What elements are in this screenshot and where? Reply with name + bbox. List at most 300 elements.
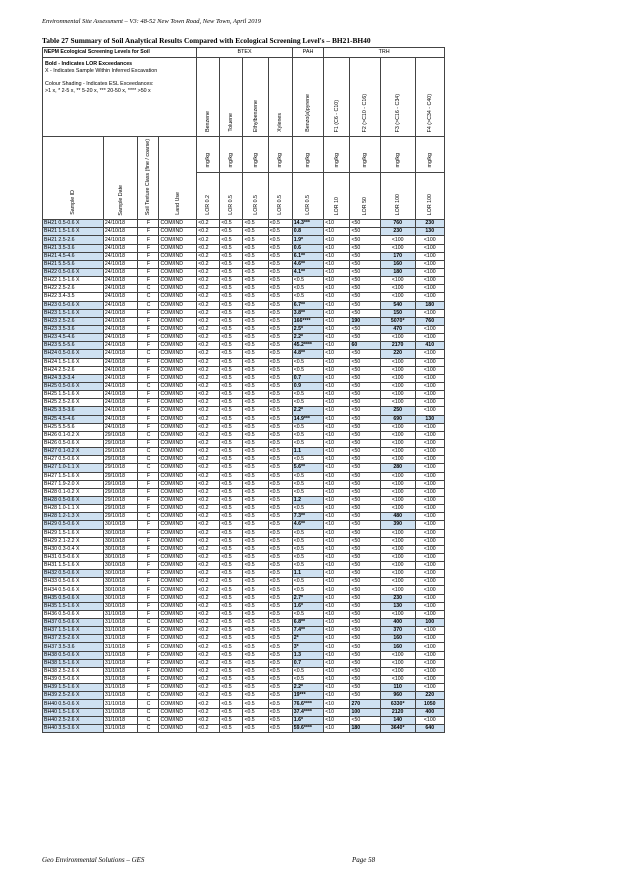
value-cell: <0.5	[268, 700, 292, 708]
sample-date-cell: 24/10/18	[103, 317, 138, 325]
value-cell: <50	[350, 521, 380, 529]
value-cell: 7.3**	[292, 513, 323, 521]
sample-date-cell: 31/10/18	[103, 659, 138, 667]
value-cell: <100	[415, 586, 445, 594]
sample-date-cell: 24/10/18	[103, 236, 138, 244]
value-cell: 400	[380, 619, 415, 627]
value-cell: <0.2	[197, 643, 220, 651]
soil-texture-cell: F	[138, 423, 159, 431]
table-row	[43, 439, 445, 447]
lor-cell: LOR 50	[350, 172, 380, 219]
sample-id-cell: BH31 0.5-0.6 X	[43, 553, 104, 561]
value-cell: <100	[380, 578, 415, 586]
value-cell: <100	[415, 684, 445, 692]
value-cell: 2.2*	[292, 334, 323, 342]
value-cell: <0.5	[268, 480, 292, 488]
value-cell: <100	[415, 545, 445, 553]
value-cell: <0.2	[197, 317, 220, 325]
value-cell: <10	[324, 553, 350, 561]
value-cell: <100	[380, 448, 415, 456]
value-cell: <100	[380, 431, 415, 439]
soil-texture-cell: F	[138, 220, 159, 228]
value-cell: <0.5	[220, 667, 243, 675]
value-cell: 2.5*	[292, 325, 323, 333]
value-cell: <10	[324, 423, 350, 431]
soil-texture-cell: F	[138, 244, 159, 252]
value-cell: <0.2	[197, 423, 220, 431]
land-use-cell: COM/IND	[159, 676, 197, 684]
value-cell: <0.5	[220, 269, 243, 277]
value-cell: <0.5	[268, 521, 292, 529]
value-cell: <0.5	[243, 667, 268, 675]
land-use-cell: COM/IND	[159, 643, 197, 651]
value-cell: <0.2	[197, 220, 220, 228]
value-cell: 230	[380, 594, 415, 602]
value-cell: <0.5	[220, 627, 243, 635]
value-cell: <10	[324, 325, 350, 333]
value-cell: 220	[380, 350, 415, 358]
value-cell: <100	[380, 610, 415, 618]
value-cell: 1.6*	[292, 602, 323, 610]
value-cell: <100	[415, 635, 445, 643]
value-cell: 230	[380, 228, 415, 236]
value-cell: <0.5	[220, 643, 243, 651]
value-cell: 3640*	[380, 724, 415, 732]
table-row	[43, 627, 445, 635]
value-cell: <0.5	[243, 439, 268, 447]
land-use-cell: COM/IND	[159, 700, 197, 708]
footer-page-number: Page 58	[352, 856, 376, 864]
value-cell: <0.5	[292, 439, 323, 447]
value-cell: 160	[380, 260, 415, 268]
value-cell: <100	[415, 325, 445, 333]
value-cell: <0.5	[243, 684, 268, 692]
soil-texture-cell: F	[138, 602, 159, 610]
value-cell: <50	[350, 472, 380, 480]
value-cell: <0.2	[197, 293, 220, 301]
value-cell: <0.2	[197, 562, 220, 570]
value-cell: <10	[324, 676, 350, 684]
value-cell: <100	[415, 521, 445, 529]
value-cell: <0.5	[268, 366, 292, 374]
value-cell: <0.5	[292, 553, 323, 561]
land-use-cell: COM/IND	[159, 325, 197, 333]
value-cell: 60	[350, 342, 380, 350]
analyte-header: F2 (>C10 - C16)	[350, 58, 380, 137]
value-cell: <0.5	[268, 244, 292, 252]
value-cell: <10	[324, 350, 350, 358]
sample-date-cell: 30/10/18	[103, 602, 138, 610]
value-cell: <0.5	[220, 684, 243, 692]
value-cell: 1050	[415, 700, 445, 708]
sample-date-cell: 24/10/18	[103, 285, 138, 293]
soil-texture-cell: F	[138, 480, 159, 488]
value-cell: 6.8**	[292, 619, 323, 627]
value-cell: <50	[350, 325, 380, 333]
soil-texture-cell: F	[138, 415, 159, 423]
value-cell: <0.5	[243, 619, 268, 627]
value-cell: <0.2	[197, 488, 220, 496]
sample-id-cell: BH28 0.5-0.6 X	[43, 496, 104, 504]
land-use-cell: COM/IND	[159, 366, 197, 374]
table-row	[43, 610, 445, 618]
value-cell: 3*	[292, 643, 323, 651]
value-cell: 3.8**	[292, 309, 323, 317]
land-use-cell: COM/IND	[159, 309, 197, 317]
value-cell: <10	[324, 439, 350, 447]
value-cell: <0.5	[243, 480, 268, 488]
value-cell: <0.5	[220, 610, 243, 618]
soil-texture-cell: C	[138, 456, 159, 464]
value-cell: <0.5	[292, 545, 323, 553]
value-cell: <0.5	[268, 643, 292, 651]
analyte-header: Benzene	[197, 58, 220, 137]
table-legend	[43, 58, 197, 137]
sample-id-cell: BH23 5.5-5.6	[43, 342, 104, 350]
value-cell: <0.5	[243, 586, 268, 594]
value-cell: <10	[324, 496, 350, 504]
value-cell: <0.5	[243, 659, 268, 667]
sample-id-cell: BH21 3.5-3.6	[43, 244, 104, 252]
sample-id-cell: BH32 0.5-0.6 X	[43, 570, 104, 578]
value-cell: <10	[324, 391, 350, 399]
sample-date-cell: 24/10/18	[103, 366, 138, 374]
value-cell: <0.2	[197, 602, 220, 610]
value-cell: <0.5	[243, 220, 268, 228]
value-cell: <100	[415, 553, 445, 561]
analyte-header: Xylenes	[268, 58, 292, 137]
soil-texture-cell: F	[138, 334, 159, 342]
land-use-cell: COM/IND	[159, 578, 197, 586]
sample-date-cell: 24/10/18	[103, 374, 138, 382]
value-cell: <0.2	[197, 244, 220, 252]
value-cell: <100	[415, 423, 445, 431]
value-cell: <0.5	[220, 602, 243, 610]
value-cell: <0.5	[268, 309, 292, 317]
sample-id-cell: BH35 0.5-0.6 X	[43, 594, 104, 602]
value-cell: <0.5	[220, 252, 243, 260]
value-cell: 37.4****	[292, 708, 323, 716]
value-cell: <10	[324, 374, 350, 382]
value-cell: <0.5	[243, 472, 268, 480]
value-cell: <0.5	[220, 431, 243, 439]
value-cell: <0.5	[243, 277, 268, 285]
land-use-cell: COM/IND	[159, 570, 197, 578]
soil-texture-cell: F	[138, 676, 159, 684]
table-row	[43, 301, 445, 309]
sample-date-cell: 31/10/18	[103, 627, 138, 635]
table-row	[43, 602, 445, 610]
value-cell: <0.5	[243, 236, 268, 244]
value-cell: <10	[324, 431, 350, 439]
value-cell: <10	[324, 293, 350, 301]
table-row	[43, 415, 445, 423]
sample-date-cell: 24/10/18	[103, 382, 138, 390]
sample-date-cell: 24/10/18	[103, 228, 138, 236]
sample-id-cell: BH37 2.5-2.6 X	[43, 635, 104, 643]
value-cell: <0.5	[243, 553, 268, 561]
sample-date-cell: 29/10/18	[103, 448, 138, 456]
table-row	[43, 456, 445, 464]
soil-texture-cell: F	[138, 439, 159, 447]
value-cell: <0.5	[220, 423, 243, 431]
soil-texture-cell: F	[138, 627, 159, 635]
table-row	[43, 325, 445, 333]
value-cell: 1.1	[292, 448, 323, 456]
value-cell: <0.5	[220, 480, 243, 488]
table-row	[43, 667, 445, 675]
value-cell: <50	[350, 407, 380, 415]
sample-id-cell: BH23 4.5-4.6	[43, 334, 104, 342]
value-cell: <0.5	[243, 513, 268, 521]
value-cell: <100	[415, 439, 445, 447]
table-row	[43, 594, 445, 602]
sample-date-cell: 31/10/18	[103, 684, 138, 692]
sample-id-cell: BH29 1.5-1.6 X	[43, 529, 104, 537]
land-use-cell: COM/IND	[159, 521, 197, 529]
value-cell: <0.5	[268, 610, 292, 618]
value-cell: <0.5	[268, 342, 292, 350]
sample-id-cell: BH25 2.5-2.6 X	[43, 399, 104, 407]
value-cell: <0.5	[220, 220, 243, 228]
table-row	[43, 684, 445, 692]
unit-cell: mg/kg	[324, 137, 350, 173]
value-cell: <100	[380, 285, 415, 293]
value-cell: <50	[350, 635, 380, 643]
value-cell: <0.2	[197, 496, 220, 504]
land-use-cell: COM/IND	[159, 472, 197, 480]
soil-results-table	[42, 47, 445, 733]
table-row	[43, 513, 445, 521]
value-cell: <0.5	[243, 382, 268, 390]
value-cell: <100	[380, 496, 415, 504]
table-row	[43, 700, 445, 708]
table-row	[43, 651, 445, 659]
sample-id-cell: BH26 0.5-0.6 X	[43, 439, 104, 447]
value-cell: <0.5	[220, 236, 243, 244]
value-cell: <100	[380, 374, 415, 382]
sample-date-cell: 29/10/18	[103, 488, 138, 496]
value-cell: <0.2	[197, 269, 220, 277]
land-use-cell: COM/IND	[159, 480, 197, 488]
sample-id-cell: BH23 0.5-0.6 X	[43, 301, 104, 309]
sample-date-cell: 24/10/18	[103, 415, 138, 423]
value-cell: <0.5	[243, 635, 268, 643]
lor-cell: LOR 10	[324, 172, 350, 219]
value-cell: <50	[350, 659, 380, 667]
value-cell: <0.5	[268, 399, 292, 407]
sample-date-cell: 30/10/18	[103, 545, 138, 553]
value-cell: 6330*	[380, 700, 415, 708]
value-cell: <0.5	[268, 269, 292, 277]
value-cell: <10	[324, 236, 350, 244]
land-use-cell: COM/IND	[159, 692, 197, 700]
land-use-cell: COM/IND	[159, 423, 197, 431]
value-cell: <0.5	[268, 513, 292, 521]
sample-date-cell: 31/10/18	[103, 610, 138, 618]
value-cell: <100	[380, 293, 415, 301]
value-cell: <50	[350, 610, 380, 618]
value-cell: <0.5	[243, 602, 268, 610]
value-cell: <0.5	[268, 594, 292, 602]
land-use-cell: COM/IND	[159, 382, 197, 390]
sample-date-cell: 29/10/18	[103, 456, 138, 464]
value-cell: <0.2	[197, 366, 220, 374]
value-cell: <0.5	[220, 700, 243, 708]
land-use-cell: COM/IND	[159, 260, 197, 268]
land-use-cell: COM/IND	[159, 545, 197, 553]
value-cell: <10	[324, 700, 350, 708]
value-cell: <100	[380, 488, 415, 496]
sample-date-cell: 30/10/18	[103, 529, 138, 537]
value-cell: <100	[415, 716, 445, 724]
value-cell: <0.5	[220, 260, 243, 268]
table-row	[43, 220, 445, 228]
value-cell: <10	[324, 537, 350, 545]
value-cell: <0.2	[197, 545, 220, 553]
value-cell: 166****	[292, 317, 323, 325]
sample-id-cell: BH28 1.0-1.1 X	[43, 505, 104, 513]
value-cell: <100	[380, 667, 415, 675]
value-cell: <0.5	[220, 545, 243, 553]
value-cell: <0.5	[268, 301, 292, 309]
value-cell: 2*	[292, 635, 323, 643]
value-cell: <0.5	[220, 578, 243, 586]
value-cell: <100	[380, 651, 415, 659]
sample-date-cell: 30/10/18	[103, 578, 138, 586]
value-cell: <50	[350, 309, 380, 317]
sample-id-cell: BH27 0.1-0.2 X	[43, 448, 104, 456]
value-cell: <0.5	[220, 472, 243, 480]
sample-id-cell: BH24 1.5-1.6 X	[43, 358, 104, 366]
land-use-cell: COM/IND	[159, 610, 197, 618]
value-cell: <100	[415, 391, 445, 399]
soil-texture-cell: F	[138, 553, 159, 561]
value-cell: 960	[380, 692, 415, 700]
unit-cell: mg/kg	[415, 137, 445, 173]
value-cell: <0.5	[243, 342, 268, 350]
value-cell: <50	[350, 285, 380, 293]
value-cell: <0.2	[197, 505, 220, 513]
soil-texture-cell: F	[138, 667, 159, 675]
sample-id-cell: BH23 2.5-2.6	[43, 317, 104, 325]
value-cell: <0.2	[197, 570, 220, 578]
land-use-cell: COM/IND	[159, 374, 197, 382]
value-cell: <0.5	[243, 521, 268, 529]
value-cell: <0.2	[197, 415, 220, 423]
value-cell: <10	[324, 529, 350, 537]
sample-date-cell: 30/10/18	[103, 570, 138, 578]
value-cell: <0.5	[220, 594, 243, 602]
value-cell: <0.2	[197, 676, 220, 684]
value-cell: <100	[415, 244, 445, 252]
value-cell: <0.5	[243, 366, 268, 374]
value-cell: <50	[350, 578, 380, 586]
value-cell: <0.5	[243, 627, 268, 635]
table-row	[43, 692, 445, 700]
value-cell: <100	[415, 505, 445, 513]
value-cell: <100	[380, 529, 415, 537]
value-cell: <100	[380, 570, 415, 578]
value-cell: 76.6****	[292, 700, 323, 708]
analyte-header: Ethylbenzene	[243, 58, 268, 137]
value-cell: <0.5	[220, 301, 243, 309]
value-cell: <100	[415, 448, 445, 456]
value-cell: <0.5	[243, 285, 268, 293]
value-cell: <0.5	[292, 456, 323, 464]
sample-date-cell: 24/10/18	[103, 358, 138, 366]
unit-cell: mg/kg	[243, 137, 268, 173]
value-cell: <0.5	[220, 562, 243, 570]
value-cell: <10	[324, 667, 350, 675]
land-use-cell: COM/IND	[159, 667, 197, 675]
sample-id-cell: BH38 2.5-2.6 X	[43, 667, 104, 675]
value-cell: <0.5	[268, 358, 292, 366]
value-cell: <0.5	[268, 382, 292, 390]
value-cell: <50	[350, 602, 380, 610]
value-cell: 0.7	[292, 374, 323, 382]
land-use-cell: COM/IND	[159, 537, 197, 545]
value-cell: <0.5	[292, 505, 323, 513]
sample-id-cell: BH28 1.2-1.3 X	[43, 513, 104, 521]
land-use-cell: COM/IND	[159, 586, 197, 594]
sample-id-cell: BH22 1.5-1.6 X	[43, 277, 104, 285]
value-cell: <0.2	[197, 521, 220, 529]
value-cell: <0.5	[243, 456, 268, 464]
value-cell: <10	[324, 220, 350, 228]
value-cell: <0.2	[197, 309, 220, 317]
value-cell: 130	[415, 415, 445, 423]
soil-texture-cell: F	[138, 529, 159, 537]
value-cell: <50	[350, 382, 380, 390]
value-cell: <10	[324, 472, 350, 480]
sample-id-cell: BH38 0.5-0.6 X	[43, 651, 104, 659]
land-use-cell: COM/IND	[159, 317, 197, 325]
sample-date-cell: 24/10/18	[103, 407, 138, 415]
lor-cell: LOR 0.2	[197, 172, 220, 219]
value-cell: <0.2	[197, 619, 220, 627]
sample-date-cell: 29/10/18	[103, 480, 138, 488]
unit-cell: mg/kg	[220, 137, 243, 173]
soil-texture-cell: F	[138, 309, 159, 317]
value-cell: <50	[350, 594, 380, 602]
sample-date-cell: 29/10/18	[103, 505, 138, 513]
value-cell: <100	[415, 529, 445, 537]
soil-texture-cell: C	[138, 692, 159, 700]
value-cell: <0.5	[268, 439, 292, 447]
value-cell: <0.2	[197, 513, 220, 521]
value-cell: 59.6****	[292, 724, 323, 732]
value-cell: <0.5	[220, 692, 243, 700]
table-top-label: NEPM Ecological Screening Levels for Soil	[43, 48, 197, 58]
value-cell: <0.5	[220, 586, 243, 594]
value-cell: <10	[324, 619, 350, 627]
value-cell: 760	[415, 317, 445, 325]
land-use-cell: COM/IND	[159, 244, 197, 252]
value-cell: 2.2*	[292, 684, 323, 692]
sample-date-cell: 24/10/18	[103, 391, 138, 399]
value-cell: <0.5	[243, 496, 268, 504]
sample-date-cell: 30/10/18	[103, 537, 138, 545]
value-cell: <0.5	[220, 285, 243, 293]
value-cell: <0.2	[197, 700, 220, 708]
analyte-header: Benzo(a)pyrene	[292, 58, 323, 137]
sample-id-cell: BH21 2.5-2.6	[43, 236, 104, 244]
table-row	[43, 724, 445, 732]
value-cell: <100	[415, 496, 445, 504]
table-row	[43, 366, 445, 374]
value-cell: <0.5	[220, 358, 243, 366]
